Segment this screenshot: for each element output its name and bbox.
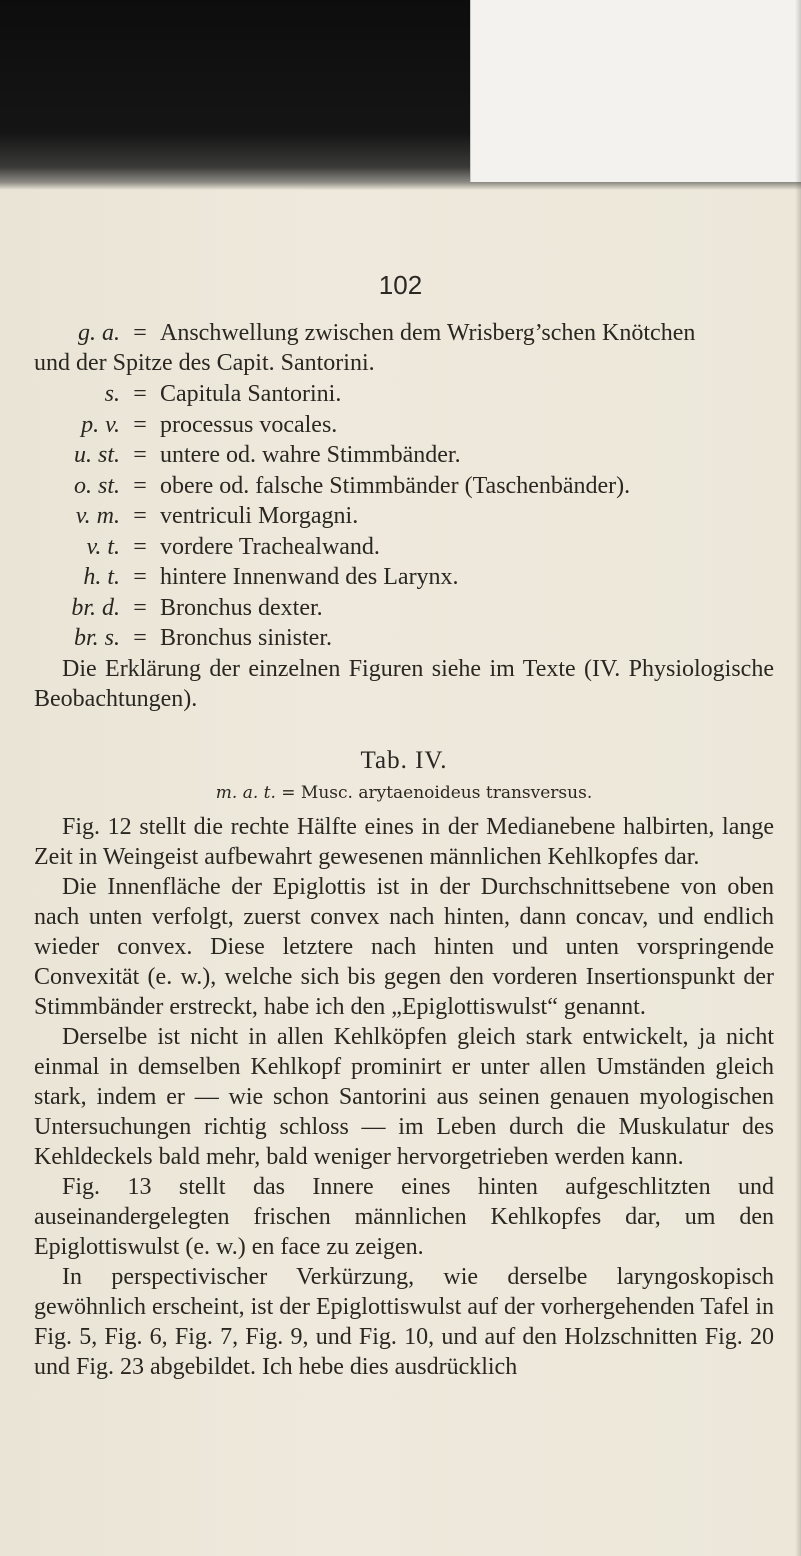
- equals-sign: =: [133, 564, 147, 590]
- legend-text: hintere Innenwand des Larynx.: [160, 564, 459, 590]
- legend-item: [34, 623, 774, 654]
- equals-sign: =: [133, 442, 147, 468]
- legend-text: untere od. wahre Stimmbänder.: [160, 442, 461, 468]
- paragraph: In perspectivischer Verkürzung, wie derselbe laryngoskopisch gewöhnlich erscheint, ist der Epiglottiswulst auf der vorhergehenden Tafel in Fig. 5, Fig. 6, Fig. 7, Fig. 9, und Fig. 10, und auf den Holzschnitten Fig. 20 und Fig. 23 abgebildet. Ich hebe dies ausdrücklich: [34, 1263, 774, 1380]
- legend-item: [34, 501, 774, 532]
- equals-sign: =: [133, 472, 147, 499]
- equals-sign: =: [133, 503, 147, 529]
- page-edge-shadow: [795, 0, 801, 1556]
- legend-text: vordere Trachealwand.: [160, 533, 380, 560]
- legend-item: [34, 471, 774, 502]
- equals-sign: =: [133, 381, 147, 407]
- legend-abbr: p. v.: [81, 411, 120, 438]
- page-content: [34, 318, 774, 1382]
- legend-text: Anschwellung zwischen dem Wrisberg’schen Knötchen: [160, 320, 696, 346]
- legend-abbr: br. s.: [73, 625, 120, 651]
- equals-sign: =: [133, 625, 147, 651]
- legend-text-continued: und der Spitze des Capit. Santorini.: [34, 350, 375, 376]
- legend-abbr: v. m.: [75, 503, 120, 529]
- legend-item: [34, 318, 774, 379]
- legend-abbr: h. t.: [83, 564, 120, 590]
- legend-abbr: v. t.: [86, 533, 120, 560]
- legend-item: [34, 532, 774, 563]
- paragraph-figure-note: Die Erklärung der einzelnen Figuren siehe im Texte (IV. Physiologische Beobachtungen).: [34, 655, 774, 712]
- legend-abbr: br. d.: [71, 594, 120, 621]
- equals-sign: =: [133, 411, 147, 438]
- legend-item: [34, 593, 774, 624]
- paragraph: Fig. 13 stellt das Innere eines hinten aufgeschlitzten und auseinandergelegten frischen männlichen Kehlkopfes dar, um den Epiglottiswulst (e. w.) en face zu zeigen.: [34, 1173, 774, 1260]
- legend-text: Bronchus sinister.: [160, 625, 332, 651]
- tab-legend: [34, 778, 774, 808]
- legend-abbr: g. a.: [78, 320, 120, 346]
- tab-legend-abbr: m. a. t.: [215, 782, 276, 803]
- tab-legend-text: = Musc. arytaenoideus transversus.: [281, 782, 593, 803]
- scanner-light-area: [470, 0, 801, 182]
- legend-item: [34, 440, 774, 471]
- paragraph: Fig. 12 stellt die rechte Hälfte eines in der Medianebene halbirten, lange Zeit in Weingeist aufbewahrt gewesenen männlichen Kehlkopfes dar.: [34, 813, 774, 870]
- legend-text: ventriculi Morgagni.: [160, 503, 359, 529]
- legend-text: Bronchus dexter.: [160, 594, 323, 621]
- paragraph: Die Innenfläche der Epiglottis ist in der Durchschnittsebene von oben nach unten verfolgt, zuerst convex nach hinten, dann concav, und endlich wieder convex. Diese letztere nach hinten und unten vorspringende Convexität (e. w.), welche sich bis gegen den vorderen Insertionspunkt der Stimmbänder erstreckt, habe ich den „Epiglottiswulst“ genannt.: [34, 873, 774, 1020]
- legend-item: [34, 379, 774, 410]
- legend-item: [34, 562, 774, 593]
- legend-item: [34, 410, 774, 441]
- equals-sign: =: [133, 320, 147, 346]
- equals-sign: =: [133, 533, 147, 560]
- legend-text: processus vocales.: [160, 411, 338, 438]
- paragraph: Derselbe ist nicht in allen Kehlköpfen gleich stark entwickelt, ja nicht einmal in demselben Kehlkopf prominirt er unter allen Umständen gleich stark, indem er — wie schon Santorini aus seinen genauen myologischen Untersuchungen richtig schloss — im Leben durch die Muskulatur des Kehldeckels bald mehr, bald weniger hervorgetrieben werden kann.: [34, 1023, 774, 1170]
- legend-text: Capitula Santorini.: [160, 381, 342, 407]
- legend-abbr: u. st.: [73, 442, 120, 468]
- legend-text: obere od. falsche Stimmbänder (Taschenbänder).: [160, 472, 631, 499]
- legend-abbr: s.: [104, 381, 120, 407]
- page-number: 102: [378, 270, 423, 300]
- legend-abbr: o. st.: [73, 472, 120, 499]
- equals-sign: =: [133, 594, 147, 621]
- section-title: Tab. IV.: [360, 746, 448, 774]
